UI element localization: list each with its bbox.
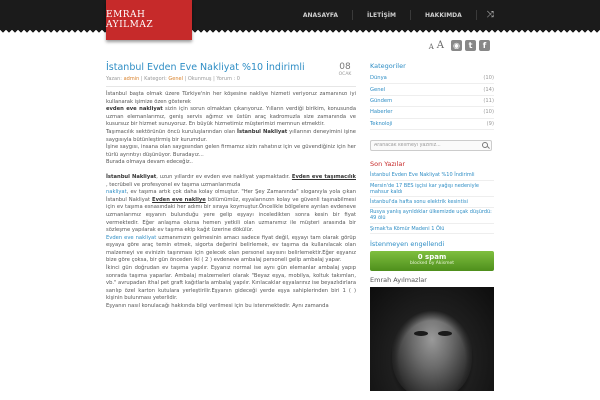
comments-count[interactable]: Yorum : 0: [216, 76, 240, 82]
nav-divider: [352, 10, 353, 20]
spam-widget: [370, 240, 494, 271]
post-article: [106, 62, 356, 318]
spam-title: İstenmeyen engellendi: [370, 240, 445, 249]
paragraph-text: uzmanımızın gelmesinin amacı sadece fiyat değil, eşyayı tam olarak görüp eşyaya göre araç temin etmek, sigorta değerini belirlemek, ev taşıma da kullanılacak olan malzemeyi ve evinizin taşınması için gelecek olan personel sayısını belirlemektir.Eğer eşyanız bize göre çoksa, bir gün önceden iki ( 2 ) evdeneve ambalaj personeli gelip ambalaj yapar.: [106, 234, 357, 264]
keyword: evden eve nakliyat: [106, 106, 163, 113]
spam-blocked-by: blocked by Akismet: [410, 261, 454, 267]
category-name[interactable]: Teknoloji: [370, 120, 393, 127]
category-count: (11): [483, 97, 494, 104]
photo-title: Emrah Ayılmazlar: [370, 276, 427, 285]
author-label: Yazan:: [106, 76, 122, 82]
post-paragraph: [106, 174, 356, 311]
akismet-badge[interactable]: [370, 251, 494, 271]
category-list: [370, 73, 494, 130]
recent-post-link[interactable]: İstanbul'da hafta sonu elektrik kesintisi: [370, 197, 494, 207]
category-count: (9): [486, 120, 494, 127]
title-divider: [106, 86, 356, 87]
post-date: [334, 62, 356, 77]
category-name[interactable]: Genel: [370, 86, 386, 93]
keyword: İstanbul Nakliyat: [237, 128, 288, 135]
increase-font-button[interactable]: A: [436, 40, 444, 51]
views-count: Okunmuş: [187, 76, 212, 82]
decrease-font-button[interactable]: A: [428, 43, 434, 51]
paragraph-text: Burada olmaya devam edeceğiz..: [106, 159, 193, 166]
post-title[interactable]: İstanbul Evden Eve Nakliyat %10 İndirimli: [106, 62, 305, 73]
facebook-icon[interactable]: f: [479, 40, 490, 51]
rss-icon[interactable]: ◉: [451, 40, 462, 51]
twitter-icon[interactable]: t: [465, 40, 476, 51]
site-logo[interactable]: [106, 0, 192, 40]
paragraph-text: , tecrübeli ve profesyonel ev taşıma uzmanlarımızla: [106, 181, 241, 188]
paragraph-text: Eşyanın nasıl konulacağı hakkında bilgi verilmesi için bu istenmektedir. Aynı zamanda: [106, 303, 329, 310]
recent-posts: [370, 160, 494, 234]
paragraph-text: İkinci gün doğrudan ev taşıma yapılır. Eşyanız normal ise aynı gün elemanlar ambalaj yapıp sonrada taşıma yaparlar. Ambalaj malzemeleri olarak "Beyaz eşya, mobilya, koltuk takımları, vb." avrupadan ithal pet graft kağıtlarla ambalaj yapılır. Kırılacaklar eşyalarınız ise beyazlıdırlara sarılıp özel karton kutulara yerleştirilir.Eşyanın gideceği yerde eşya sahiplerinden biri 1 ( ) kişinin bulunması yeterlidir.: [106, 265, 356, 302]
category-item[interactable]: [370, 84, 494, 95]
recent-post-link[interactable]: Mersin'de 17 BES işçisi kar yağışı nedeniyle mahsur kaldı: [370, 181, 494, 197]
paragraph-text: Taşımacılık sektörünün öncü kuruluşlarından olan: [106, 128, 238, 135]
recent-posts-title: Son Yazılar: [370, 159, 406, 168]
shuffle-icon[interactable]: ⤨: [486, 9, 494, 20]
author-link[interactable]: admin: [123, 76, 140, 82]
keyword-link[interactable]: nakliyat: [106, 189, 127, 196]
paragraph-text: bölümümüz, eşyalarınızın kolay ve güvenli taşınabilmesi için ev taşıma esnasındaki her adımı bir sıraya koymuştur.Öncelikle bölgelere ayrılan evdeneve uzmanlarımız eşyanın bulunduğu yere gelip eşyayı inceledikten sonra kesin bir fiyat vermektedir. Eğer anlaşma olursa hemen yetkili olan uzmanımız ile müşteri arasında bir sözleşme yapılarak ev taşıma ekip kağıt üzerine dökülür.: [106, 196, 356, 234]
category-count: (14): [483, 86, 494, 93]
category-item[interactable]: [370, 96, 494, 107]
keyword-link[interactable]: Evden eve nakliyat: [106, 234, 157, 241]
category-count: (10): [483, 109, 494, 116]
paragraph-text: , ev taşıma artık çok daha kolay olmuştur. "Her Şey Zamanında" sloganıyla yola çıkan İstanbul Nakliyat: [106, 189, 356, 203]
keyword-link[interactable]: Evden eve taşımacılık: [291, 173, 356, 180]
nav-divider: [410, 10, 411, 20]
paragraph-text: yıllarının deneyimini işine saygısıyla bütünleştirmiş bir kurumdur.: [106, 128, 356, 143]
nav-home[interactable]: ANASAYFA: [302, 11, 338, 19]
photo-widget: [370, 276, 494, 391]
category-item[interactable]: [370, 119, 494, 130]
header-zigzag-border: [0, 30, 600, 36]
nav-divider: [476, 10, 477, 20]
search-box: [370, 140, 492, 151]
categories-title: Kategoriler: [370, 62, 406, 70]
keyword-link[interactable]: Evden eve nakliye: [152, 196, 206, 203]
portrait-photo: [370, 287, 494, 391]
category-link[interactable]: Genel: [168, 76, 183, 82]
category-name[interactable]: Gündem: [370, 97, 393, 104]
nav-contact[interactable]: İLETİŞİM: [366, 11, 396, 19]
category-item[interactable]: [370, 73, 494, 84]
category-item[interactable]: [370, 107, 494, 118]
logo-text: EMRAH AYILMAZ: [106, 10, 154, 30]
category-name[interactable]: Dünya: [370, 75, 387, 82]
category-count: (10): [483, 75, 494, 82]
recent-post-link[interactable]: Şırnak'ta Kömür Madeni 1 Ölü: [370, 224, 494, 234]
paragraph-text: İstanbul başta olmak üzere Türkiye'nin her köşesine nakliye hizmeti veriyoruz zamanınızı iyi kullanarak işimize özen gösterek: [106, 91, 356, 105]
recent-post-link[interactable]: Rusya yanlış ayrıldıklar ülkemizde uçak düşürdü: 49 ölü: [370, 208, 494, 224]
nav-about[interactable]: HAKKIMDA: [425, 11, 462, 19]
paragraph-text: , uzun yıllardır ev evden eve nakliyat yapmaktadır.: [156, 173, 292, 180]
post-paragraph: [106, 91, 356, 167]
post-meta: Yazan: admin | Kategori: Genel | Okunmuş | Yorum : 0: [106, 76, 240, 82]
search-input[interactable]: [374, 143, 482, 148]
spam-count: 0 spam: [417, 253, 447, 262]
recent-post-link[interactable]: İstanbul Evden Eve Nakliyat %10 İndirimli: [370, 171, 494, 181]
paragraph-text: sizin için sorun olmaktan çıkarıyoruz. Yılların verdiği birikim, konusunda uzman elemanlarımız, geniş servis ağımız ve üstün araç kadromuzla size zamanında ve kusursuz bir hizmet sunuyoruz. En büyük hizmetimiz müşterimizi memnun etmektir.: [106, 106, 357, 128]
date-day: 08: [339, 62, 351, 72]
category-name[interactable]: Haberler: [370, 109, 393, 116]
category-label: Kategori:: [144, 76, 167, 82]
search-icon[interactable]: [482, 142, 488, 148]
paragraph-text: İşine saygısı, insana olan saygısından gelen firmamız sizin rahatınız için ve güvendiğiniz için her türlü ayrıntıyı düşünüyor. Buradayız...: [106, 144, 356, 158]
keyword: İstanbul Nakliyat: [106, 173, 157, 180]
date-month: OCAK: [338, 72, 352, 77]
main-nav: [289, 10, 494, 20]
photo-scarf: [370, 287, 494, 391]
font-tools: [429, 40, 490, 51]
sidebar: [370, 62, 494, 391]
